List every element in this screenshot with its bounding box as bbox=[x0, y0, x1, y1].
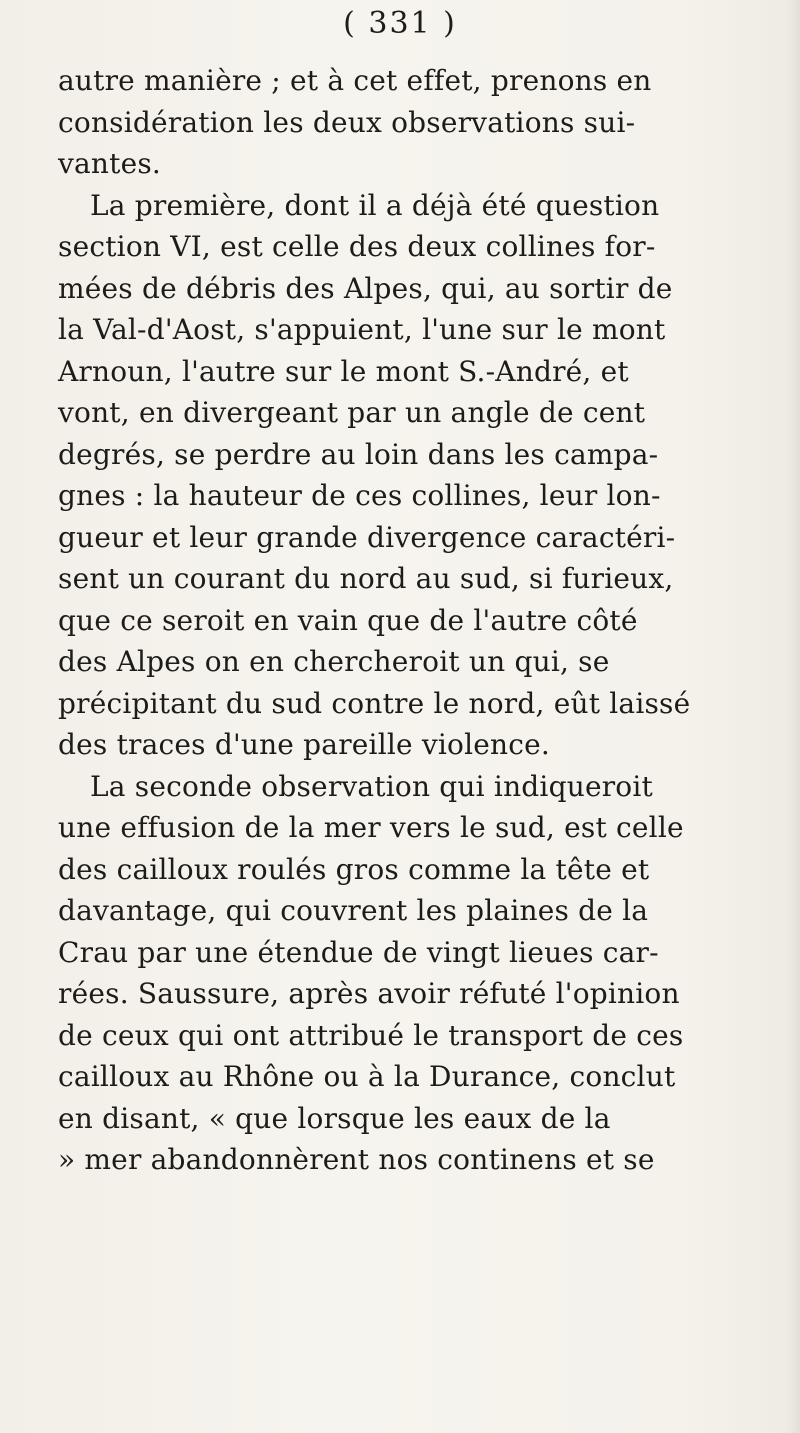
text-line: » mer abandonnèrent nos continens et se bbox=[58, 1143, 655, 1176]
text-line: des Alpes on en chercheroit un qui, se bbox=[58, 645, 610, 678]
page-number: ( 331 ) bbox=[343, 6, 457, 41]
text-line: gnes : la hauteur de ces collines, leur lon- bbox=[58, 479, 661, 512]
text-line: une effusion de la mer vers le sud, est celle bbox=[58, 811, 684, 844]
text-line: rées. Saussure, après avoir réfuté l'opinion bbox=[58, 977, 680, 1010]
text-line: davantage, qui couvrent les plaines de la bbox=[58, 894, 649, 927]
text-line: gueur et leur grande divergence caractéri- bbox=[58, 520, 676, 554]
page-edge-shadow bbox=[786, 0, 800, 1433]
text-line: Crau par une étendue de vingt lieues car- bbox=[58, 935, 659, 969]
text-line: considération les deux observations sui- bbox=[58, 105, 636, 139]
text-line: mées de débris des Alpes, qui, au sortir de bbox=[58, 271, 673, 305]
text-line: degrés, se perdre au loin dans les campa- bbox=[58, 437, 659, 471]
text-line: autre manière ; et à cet effet, prenons en bbox=[58, 64, 652, 97]
paragraph-start-line: La seconde observation qui indiqueroit bbox=[90, 769, 653, 803]
text-line: vantes. bbox=[58, 147, 162, 180]
text-line: vont, en divergeant par un angle de cent bbox=[58, 396, 646, 429]
text-line: précipitant du sud contre le nord, eût laissé bbox=[58, 686, 691, 720]
text-line: sent un courant du nord au sud, si furieux, bbox=[58, 562, 674, 595]
text-line: section VI, est celle des deux collines for- bbox=[58, 230, 656, 263]
text-line: des traces d'une pareille violence. bbox=[58, 728, 551, 761]
text-line: que ce seroit en vain que de l'autre côté bbox=[58, 603, 638, 637]
text-line: cailloux au Rhône ou à la Durance, conclut bbox=[58, 1060, 676, 1093]
text-line: Arnoun, l'autre sur le mont S.-André, et bbox=[58, 354, 629, 388]
text-line: de ceux qui ont attribué le transport de ces bbox=[58, 1018, 684, 1052]
text-line: des cailloux roulés gros comme la tête et bbox=[58, 852, 650, 886]
paragraph-start-line: La première, dont il a déjà été question bbox=[90, 188, 660, 222]
body-text bbox=[58, 60, 758, 1181]
text-line: la Val-d'Aost, s'appuient, l'une sur le mont bbox=[58, 313, 666, 346]
text-line: en disant, « que lorsque les eaux de la bbox=[58, 1101, 611, 1135]
